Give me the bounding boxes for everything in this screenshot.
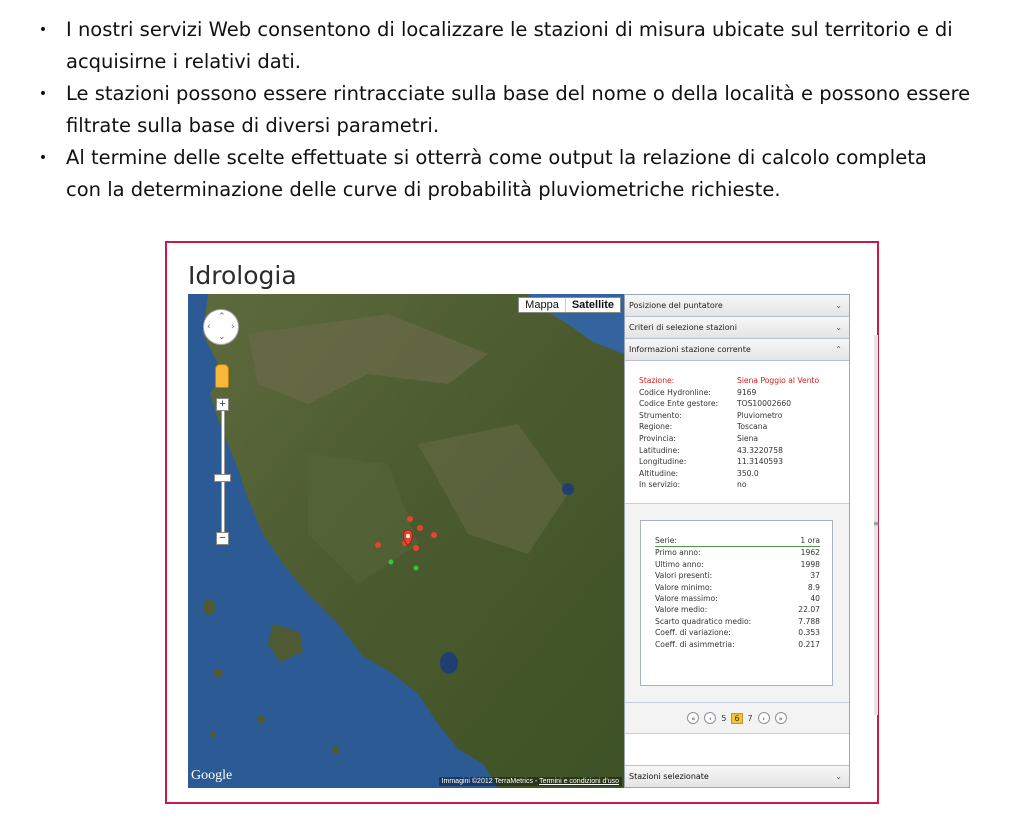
stats-row — [655, 639, 820, 650]
stats-value: 8.9 — [807, 582, 820, 592]
pan-down-icon[interactable]: ⌄ — [218, 332, 226, 342]
map-attribution — [439, 777, 622, 786]
pan-control-icon[interactable] — [203, 309, 239, 345]
stats-key: Valori presenti: — [655, 571, 713, 581]
station-key: Codice Hydronline: — [639, 387, 711, 397]
station-value: 350.0 — [737, 468, 759, 478]
station-row — [639, 456, 849, 468]
station-row — [639, 387, 849, 399]
statistics-area — [625, 504, 849, 703]
bullet-line: I nostri servizi Web consentono di localizzare le stazioni di misura ubicate sul territorio e di — [66, 18, 953, 41]
station-value: Siena Poggio al Vento — [737, 376, 820, 385]
street-view-pegman-icon[interactable] — [215, 364, 229, 388]
terms-link[interactable]: Termini e condizioni d'uso — [539, 778, 619, 785]
pan-left-icon[interactable]: ‹ — [207, 322, 211, 332]
intro-bullets — [36, 14, 996, 206]
scrollbar-grip-icon: ≡ — [873, 519, 880, 528]
stats-value: 0.353 — [798, 628, 820, 638]
station-info — [625, 361, 849, 504]
station-value: TOS10002660 — [737, 399, 792, 409]
side-panel — [624, 294, 850, 788]
stats-row — [655, 570, 820, 581]
chevron-down-icon[interactable]: ⌄ — [835, 323, 842, 332]
stats-value: 40 — [810, 594, 820, 604]
bullet-glyph: • — [38, 86, 48, 102]
map-type-satellite-button[interactable]: Satellite — [565, 298, 620, 312]
station-row — [639, 479, 849, 491]
station-marker[interactable] — [375, 542, 381, 548]
map-imagery — [188, 294, 624, 788]
station-value: Siena — [737, 433, 759, 443]
stats-key: Valore minimo: — [655, 582, 713, 592]
chevron-down-icon[interactable]: ⌄ — [835, 772, 842, 781]
section-label: Stazioni selezionate — [629, 772, 709, 781]
station-key: Altitudine: — [639, 468, 679, 478]
pager-page-7[interactable]: 7 — [747, 713, 753, 723]
stats-value: 7.788 — [798, 616, 820, 626]
series-pager — [625, 703, 849, 734]
map-type-control — [518, 297, 621, 313]
station-key: Latitudine: — [639, 445, 680, 455]
stats-key: Scarto quadratico medio: — [655, 616, 752, 626]
chevron-up-icon[interactable]: ⌃ — [835, 345, 842, 354]
station-row — [639, 410, 849, 422]
station-marker[interactable] — [389, 560, 394, 565]
stats-key: Primo anno: — [655, 548, 701, 558]
station-value: 43.3220758 — [737, 445, 783, 455]
station-value: 9169 — [737, 387, 757, 397]
stats-value: 37 — [810, 571, 820, 581]
station-key: In servizio: — [639, 480, 681, 490]
stats-value: 22.07 — [798, 605, 820, 615]
stats-row — [655, 627, 820, 638]
station-marker[interactable] — [407, 516, 413, 522]
station-key: Strumento: — [639, 410, 682, 420]
station-key: Regione: — [639, 422, 673, 432]
pan-right-icon[interactable]: › — [231, 322, 235, 332]
pager-next-button[interactable]: › — [758, 712, 770, 724]
station-marker[interactable] — [414, 566, 419, 571]
bullet-glyph: • — [38, 22, 48, 38]
bullet-item — [36, 142, 996, 206]
station-key: Provincia: — [639, 433, 676, 443]
section-selezionate-header[interactable] — [625, 765, 849, 787]
stats-value: 1 ora — [800, 536, 820, 545]
stats-row — [655, 535, 820, 547]
stats-row — [655, 582, 820, 593]
station-marker[interactable] — [413, 545, 419, 551]
stats-key: Valore medio: — [655, 605, 708, 615]
stats-value: 0.217 — [798, 639, 820, 649]
section-label: Posizione del puntatore — [629, 301, 723, 310]
station-marker[interactable] — [417, 525, 423, 531]
station-key: Codice Ente gestore: — [639, 399, 719, 409]
bullet-glyph: • — [38, 150, 48, 166]
station-marker[interactable] — [431, 532, 437, 538]
station-row — [639, 445, 849, 457]
station-key: Longitudine: — [639, 457, 687, 467]
stats-value: 1998 — [800, 559, 820, 569]
section-label: Criteri di selezione stazioni — [629, 323, 737, 332]
stats-key: Coeff. di variazione: — [655, 628, 731, 638]
map-type-mappa-button[interactable]: Mappa — [525, 299, 559, 311]
pager-page-5[interactable]: 5 — [721, 713, 727, 723]
station-row — [639, 433, 849, 445]
station-value: Pluviometro — [737, 410, 783, 420]
zoom-slider-handle[interactable] — [214, 474, 231, 482]
chevron-down-icon[interactable]: ⌄ — [835, 301, 842, 310]
bullet-line: acquisirne i relativi dati. — [66, 50, 302, 73]
stats-row — [655, 593, 820, 604]
bullet-line: con la determinazione delle curve di probabilità pluviometriche richieste. — [66, 178, 781, 201]
station-row — [639, 398, 849, 410]
bullet-line: Al termine delle scelte effettuate si otterrà come output la relazione di calcolo completa — [66, 146, 927, 169]
zoom-out-button[interactable]: − — [216, 532, 229, 545]
pager-page-6-current[interactable]: 6 — [731, 713, 742, 724]
section-informazioni-header[interactable] — [625, 339, 849, 361]
station-row — [639, 421, 849, 433]
zoom-in-button[interactable]: + — [216, 398, 229, 411]
stats-key: Coeff. di asimmetria: — [655, 639, 735, 649]
bullet-item — [36, 78, 996, 142]
section-label: Informazioni stazione corrente — [629, 345, 751, 354]
bullet-item — [36, 14, 996, 78]
pager-first-button[interactable]: « — [687, 712, 699, 724]
pan-up-icon[interactable]: ⌃ — [218, 312, 226, 322]
stats-row — [655, 616, 820, 627]
station-key: Stazione: — [639, 376, 675, 385]
stats-key: Serie: — [655, 536, 677, 545]
section-posizione-header[interactable] — [625, 295, 849, 317]
station-row — [639, 375, 849, 387]
app-title: Idrologia — [188, 261, 297, 290]
stats-row — [655, 559, 820, 570]
stats-key: Valore massimo: — [655, 594, 718, 604]
station-value: 11.3140593 — [737, 457, 783, 467]
station-value: Toscana — [737, 422, 768, 432]
stats-key: Ultimo anno: — [655, 559, 704, 569]
stats-row — [655, 547, 820, 558]
station-row — [639, 468, 849, 480]
station-value: no — [737, 480, 747, 490]
statistics-box — [640, 520, 833, 686]
bullet-line: Le stazioni possono essere rintracciate sulla base del nome o della località e possono essere — [66, 82, 971, 105]
pager-last-button[interactable]: » — [775, 712, 787, 724]
google-logo: Google — [191, 768, 233, 783]
section-criteri-header[interactable] — [625, 317, 849, 339]
pager-prev-button[interactable]: ‹ — [704, 712, 716, 724]
stats-row — [655, 604, 820, 615]
satellite-map[interactable] — [188, 294, 624, 788]
bullet-line: filtrate sulla base di diversi parametri. — [66, 114, 440, 137]
attribution-text: Immagini ©2012 TerraMetrics - — [441, 778, 540, 785]
stats-value: 1962 — [800, 548, 820, 558]
